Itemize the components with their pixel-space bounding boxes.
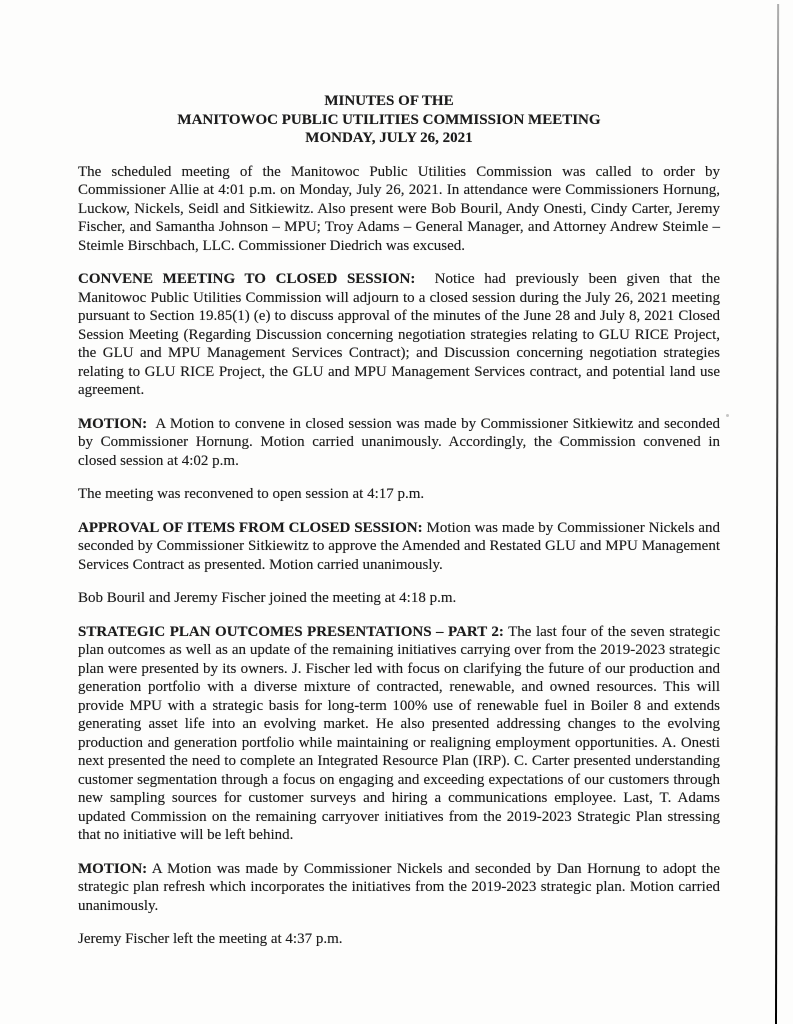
motion-adopt-plan-paragraph: [78, 860, 724, 916]
scan-speck: [726, 414, 729, 417]
paragraph-text: A Motion to convene in closed session was made by Commissioner Sitkiewitz and seconded by Commissioner Hornung. Motion carried unanimously. Accordingly, the Commission convened in closed session at 4:02 p.m.: [78, 415, 724, 469]
scan-artifact-line: [775, 4, 779, 1024]
paragraph-text: The meeting was reconvened to open session at 4:17 p.m.: [78, 486, 425, 502]
motion-convene-paragraph: [78, 415, 724, 471]
paragraph-text: The last four of the seven strategic plan outcomes as well as an update of the remaining initiatives carrying over from the 2019-2023 strategic plan were presented by its owners. J. Fischer led with focus on clarifying the future of our production and generation portfolio with a diverse mixture of contracted, renewable, and owned resources. This will provide MPU with a strategic basis for long-term 100% use of renewable fuel in Boiler 8 and extends generating asset life into an evolving market. He also presented addressing changes to the evolving production and generation portfolio while maintaining or realigning employment opportunities. A. Onesti next presented the need to complete an Integrated Resource Plan (IRP). C. Carter presented understanding customer segmentation through a focus on engaging and exceeding expectations of our customers through new sampling sources for customer surveys and hiring a communications employee. Last, T. Adams updated Commission on the remaining carryover initiatives from the 2019-2023 Strategic Plan stressing that no initiative will be left behind.: [78, 623, 724, 843]
section-heading: MOTION:: [78, 860, 148, 877]
section-heading: MOTION:: [78, 415, 148, 432]
title-line-1: MINUTES OF THE: [324, 93, 454, 109]
title-line-2: MANITOWOC PUBLIC UTILITIES COMMISSION MEETING: [177, 111, 601, 128]
paragraph-text: Bob Bouril and Jeremy Fischer joined the meeting at 4:18 p.m.: [78, 590, 457, 606]
paragraph-text: Notice had previously been given that the Manitowoc Public Utilities Commission will adjourn to a closed session during the July 26, 2021 meeting pursuant to Section 19.85(1) (e) to discuss approval of the minutes of the June 28 and July 8, 2021 Closed Session Meeting (Regarding Discussion concerning negotiation strategies relating to GLU RICE Project, the GLU and MPU Management Services Contract); and Discussion concerning negotiation strategies relating to GLU RICE Project, the GLU and MPU Management Services contract, and potential land use agreement.: [78, 271, 724, 398]
document-body: [78, 92, 724, 964]
paragraph-text: Jeremy Fischer left the meeting at 4:37 p.m.: [78, 931, 343, 947]
paragraph-text: A Motion was made by Commissioner Nickels and seconded by Dan Hornung to adopt the strategic plan refresh which incorporates the initiatives from the 2019-2023 strategic plan. Motion carried unanimously.: [78, 860, 724, 914]
reconvened-note: [78, 485, 720, 504]
approval-closed-session-paragraph: [78, 519, 724, 575]
section-heading: STRATEGIC PLAN OUTCOMES PRESENTATIONS – PART 2:: [78, 623, 504, 640]
section-heading: CONVENE MEETING TO CLOSED SESSION:: [78, 271, 416, 287]
document-title: [78, 92, 720, 148]
attendees-joined-note: [78, 589, 720, 608]
attendee-left-note: [78, 930, 720, 949]
convene-closed-session-paragraph: [78, 270, 724, 400]
title-line-3: MONDAY, JULY 26, 2021: [305, 130, 473, 146]
paragraph-text: Motion was made by Commissioner Nickels and seconded by Commissioner Sitkiewitz to approve the Amended and Restated GLU and MPU Management Services Contract as presented. Motion carried unanimously.: [78, 519, 724, 573]
paragraph-text: The scheduled meeting of the Manitowoc Public Utilities Commission was called to order by Commissioner Allie at 4:01 p.m. on Monday, July 26, 2021. In attendance were Commissioners Hornung, Luckow, Nickels, Seidl and Sitkiewitz. Also present were Bob Bouril, Andy Onesti, Cindy Carter, Jeremy Fischer, and Samantha Johnson – MPU; Troy Adams – General Manager, and Attorney Andrew Steimle – Steimle Birschbach, LLC. Commissioner Diedrich was excused.: [78, 163, 724, 254]
strategic-plan-paragraph: [78, 623, 724, 845]
scan-speck: [558, 441, 563, 444]
intro-paragraph: [78, 163, 724, 256]
section-heading: APPROVAL OF ITEMS FROM CLOSED SESSION:: [78, 519, 423, 536]
